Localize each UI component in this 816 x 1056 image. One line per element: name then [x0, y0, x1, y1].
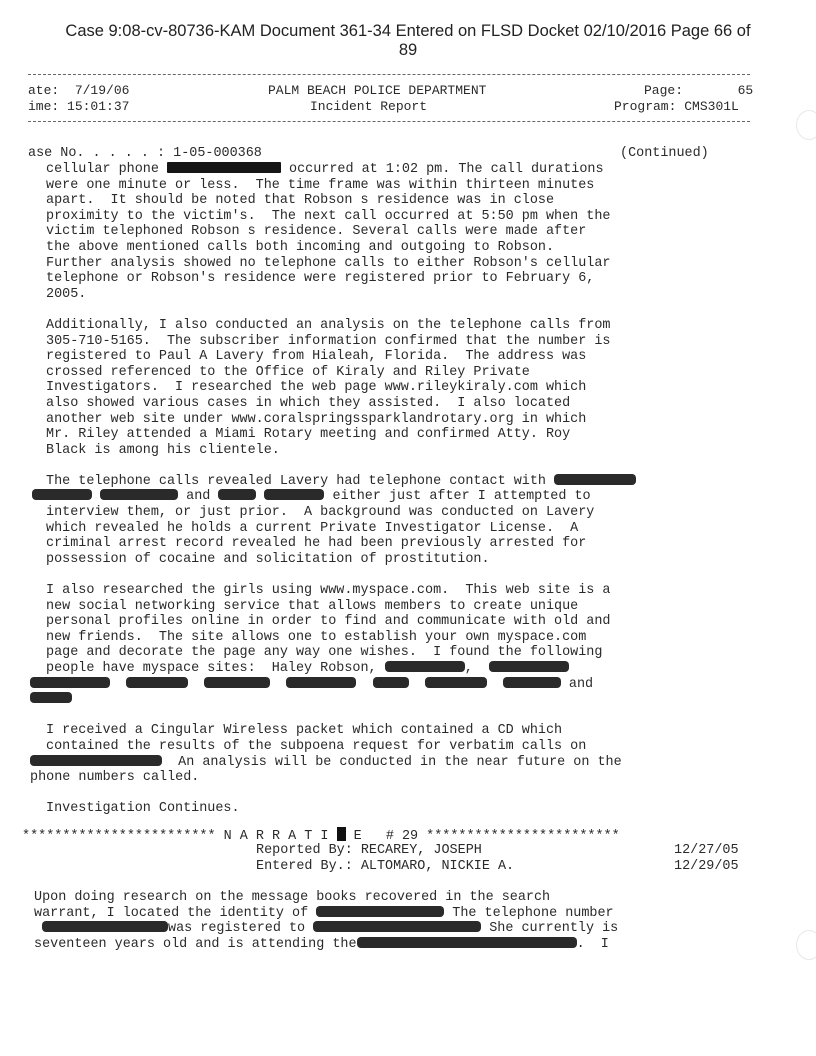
- paragraph-myspace: I also researched the girls using www.myspace.com. This web site is a new social networking service that allows members to create unique personal profiles online in order to find and communicate with old and new friends. The site allows one to establish your own myspace.com page and decorate the page any way one wishes. I found the following people have myspace sites: Haley Robson, , and: [46, 583, 746, 708]
- redaction-block: [126, 677, 188, 688]
- department-name: PALM BEACH POLICE DEPARTMENT: [268, 83, 487, 98]
- redaction-block: [218, 489, 256, 500]
- stamp-line-1: Case 9:08-cv-80736-KAM Document 361-34 Entered on FLSD Docket 02/10/2016 Page 66 of: [65, 22, 751, 40]
- paragraph-call-analysis: cellular phone occurred at 1:02 pm. The call durations were one minute or less. The time frame was within thirteen minutes apart. It should be noted that Robson s residence was in close proximity to the victim's. The next call occurred at 5:50 pm when the victim telephoned Robson s residence. Several calls were made after the above mentioned calls both incoming and outgoing to Robson. Further analysis showed no telephone calls to either Robson's cellular telephone or Robson's residence were registered prior to February 6, 2005.: [46, 162, 611, 302]
- redaction-block: [313, 921, 481, 932]
- redaction-block: [42, 921, 168, 932]
- redaction-block: [204, 677, 270, 688]
- report-type: Incident Report: [310, 99, 428, 114]
- paragraph-lavery-contact: The telephone calls revealed Lavery had telephone contact with and either just after I attempted to interview them, or just prior. A background was conducted on Lavery which revealed he holds a current Private Investigator License. A criminal arrest record revealed he had been previously arrested for possession of cocaine and solicitation of prostitution.: [46, 474, 746, 568]
- reported-by: Reported By: RECAREY, JOSEPH: [256, 843, 482, 858]
- redaction-block: [554, 474, 636, 485]
- margin-punch-mark: [796, 110, 816, 140]
- continued-label: (Continued): [620, 146, 709, 161]
- report-time: ime: 15:01:37: [28, 99, 130, 114]
- narrative-heading: ************************ N A R R A T I E # 29 ************************: [22, 829, 620, 844]
- redaction-block: [32, 489, 92, 500]
- redaction-block: [316, 906, 444, 917]
- redaction-block: [357, 937, 577, 948]
- margin-punch-mark: [796, 930, 816, 960]
- paragraph-cingular: I received a Cingular Wireless packet which contained a CD which contained the results of the subpoena request for verbatim calls on An analysis will be conducted in the near future on the phone numbers called.: [30, 723, 622, 786]
- program-id: Program: CMS301L: [614, 99, 739, 114]
- redaction-block: [425, 677, 487, 688]
- redaction-block: [373, 677, 409, 688]
- narrative-body: Upon doing research on the message books recovered in the search warrant, I located the identity of The telephone number was registered to She currently is seventeen years old and is attending the . I: [34, 890, 619, 952]
- redaction-block: [286, 677, 356, 688]
- redaction-block: [30, 755, 162, 766]
- redaction-block: [337, 827, 346, 841]
- entered-date: 12/29/05: [674, 859, 739, 874]
- redaction-block: [167, 162, 281, 173]
- paragraph-lavery-analysis: Additionally, I also conducted an analysis on the telephone calls from 305-710-5165. The subscriber information confirmed that the number is registered to Paul A Lavery from Hialeah, Florida. The address was crossed referenced to the Office of Kiraly and Riley Private Investigators. I researched the web page www.rileykiraly.com which also showed various cases in which they assisted. I also located another web site under www.coralspringssparklandrotary.org in which Mr. Riley attended a Miami Rotary meeting and confirmed Atty. Roy Black is among his clientele.: [46, 317, 611, 458]
- case-number-line: ase No. . . . . : 1-05-000368: [28, 146, 262, 161]
- entered-by: Entered By.: ALTOMARO, NICKIE A.: [256, 859, 515, 874]
- redaction-block: [385, 661, 465, 672]
- stamp-line-2: 89: [398, 41, 418, 59]
- redaction-block: [503, 677, 561, 688]
- redaction-block: [30, 677, 110, 688]
- redaction-block: [100, 489, 178, 500]
- court-filing-stamp: [0, 22, 816, 60]
- header-divider-bottom: [28, 121, 750, 122]
- redaction-block: [264, 489, 324, 500]
- header-divider-top: [28, 74, 750, 75]
- redaction-block: [489, 661, 569, 672]
- report-body: [30, 162, 746, 817]
- redaction-block: [30, 692, 72, 703]
- page-number: Page: 65: [644, 83, 754, 98]
- report-date: ate: 7/19/06: [28, 83, 130, 98]
- reported-date: 12/27/05: [674, 843, 739, 858]
- investigation-continues: Investigation Continues.: [46, 801, 240, 817]
